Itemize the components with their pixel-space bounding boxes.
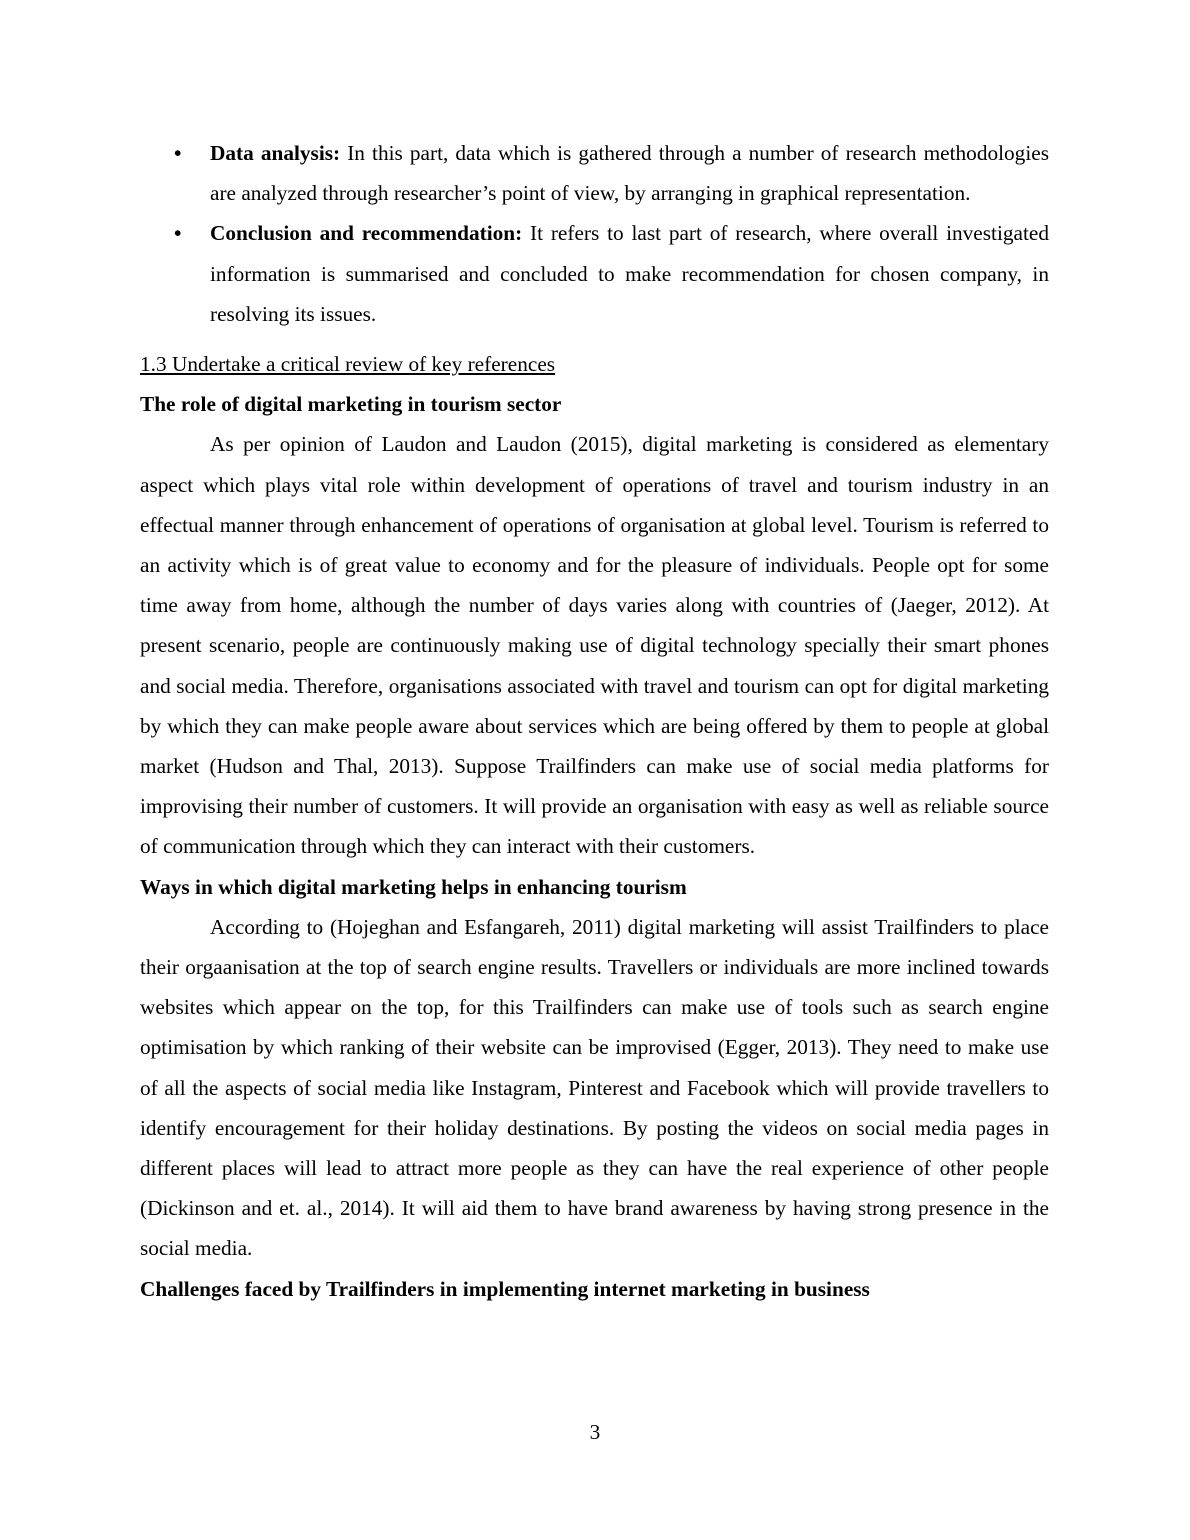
bullet-term: Conclusion and recommendation: bbox=[210, 221, 523, 246]
bullet-icon: • bbox=[174, 221, 182, 246]
page-content bbox=[140, 133, 1049, 1309]
heading-ways-digital-marketing: Ways in which digital marketing helps in enhancing tourism bbox=[140, 874, 687, 899]
heading-challenges: Challenges faced by Trailfinders in implementing internet marketing in business bbox=[140, 1276, 870, 1301]
bullet-list bbox=[140, 133, 1049, 334]
bullet-icon: • bbox=[174, 141, 182, 165]
page-number: 3 bbox=[589, 1420, 601, 1444]
bullet-term: Data analysis: bbox=[210, 141, 341, 165]
bullet-text: In this part, data which is gathered through a number of research methodologies are analyzed through researcher’s point of view, by arranging in graphical representation. bbox=[210, 141, 1049, 206]
heading-role-of-digital-marketing: The role of digital marketing in tourism sector bbox=[140, 392, 562, 417]
bullet-text: It refers to last part of research, where overall investigated information is summarised and concluded to make recommendation for chosen company, in resolving its issues. bbox=[210, 221, 1049, 326]
bullet-item-data-analysis bbox=[140, 133, 1049, 213]
section-title: 1.3 Undertake a critical review of key references bbox=[140, 352, 556, 377]
paragraph-ways: According to (Hojeghan and Esfangareh, 2011) digital marketing will assist Trailfinders to place their orgaanisation at the top of search engine results. Travellers or individuals are more inclined towards websites which appear on the top, for this Trailfinders can make use of tools such as search engine optimisation by which ranking of their website can be improvised (Egger, 2013). They need to make use of all the aspects of social media like Instagram, Pinterest and Facebook which will provide travellers to identify encouragement for their holiday destinations. By posting the videos on social media pages in different places will lead to attract more people as they can have the real experience of other people (Dickinson and et. al., 2014). It will aid them to have brand awareness by having strong presence in the social media. bbox=[140, 914, 1049, 1261]
bullet-item-conclusion bbox=[140, 213, 1049, 334]
paragraph-role: As per opinion of Laudon and Laudon (2015), digital marketing is considered as elementary aspect which plays vital role within development of operations of travel and tourism industry in an effectual manner through enhancement of operations of organisation at global level. Tourism is referred to an activity which is of great value to economy and for the pleasure of individuals. People opt for some time away from home, although the number of days varies along with countries of (Jaeger, 2012). At present scenario, people are continuously making use of digital technology specially their smart phones and social media. Therefore, organisations associated with travel and tourism can opt for digital marketing by which they can make people aware about services which are being offered by them to people at global market (Hudson and Thal, 2013). Suppose Trailfinders can make use of social media platforms for improvising their number of customers. It will provide an organisation with easy as well as reliable source of communication through which they can interact with their customers. bbox=[140, 432, 1049, 859]
